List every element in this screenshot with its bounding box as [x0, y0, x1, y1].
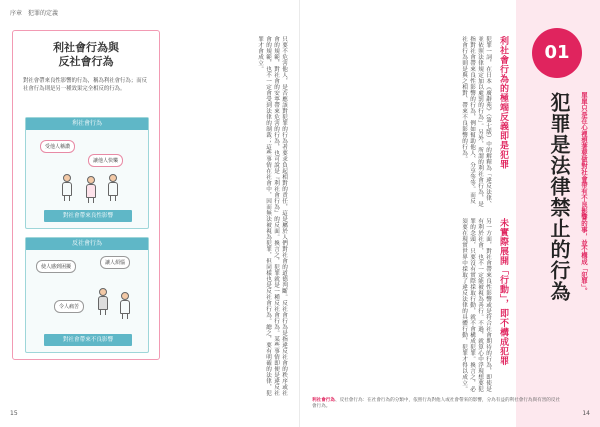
- chapter-title: 犯罪是法律禁止的行為: [547, 92, 571, 302]
- footnote-term: 利社會行為: [312, 398, 335, 403]
- chapter-number-badge: 01: [532, 28, 582, 78]
- panel-prosocial-foot: 對社會帶來良性影響: [44, 210, 132, 222]
- bubble-trouble: 使人感到困擾: [36, 260, 76, 273]
- lead-paragraph: 犯罪一詞，在日本《廣辭苑》（第七版）中的解釋為「違反法律、並依照法律規定加以處罰的行為」。另外，所謂的利社會行為，是指對社會帶來良性影響的行為，例如幫助他人、分享等等。而反社會行為則是與之相對、帶來不良影響的行為。: [461, 36, 491, 208]
- section-heading-1: 利社會行為的極端反義即是犯罪: [498, 36, 508, 169]
- person-figure-icon: [60, 174, 74, 200]
- person-figure-icon: [106, 174, 120, 200]
- bubble-pain: 令人痛苦: [54, 300, 84, 313]
- left-body-text: 只要不危害他人，是否應該對犯罪的行為者要求負起相對的責任，這是屬於人們對社會的道德判斷。反社會行為是指違反社會的秩序或社會的規範，對社會的安寧帶來危害的行為，也可說是『利社會行為』的反面。換言之，犯罪就是一種反社會行為。某些事情即便是違反社會的規範，也不一定會受到法律的制裁；這些事情在社會中，因而無法被視為犯罪，但同樣也是反社會行為。總之，要有明確的法律，犯罪才會成立。: [257, 36, 287, 396]
- person-figure-icon: [84, 176, 98, 202]
- bubble-worry: 讓人煩惱: [100, 256, 130, 269]
- panel-prosocial: [25, 117, 149, 229]
- chapter-subtitle: 單單只是在心裡想著要做對社會帶有不良影響的事，並不構成「犯罪」。: [580, 92, 588, 294]
- card-title-line2: 反社會行為: [58, 55, 114, 68]
- panel-antisocial-head: 反社會行為: [26, 238, 148, 250]
- person-figure-icon: [96, 288, 110, 314]
- footnote: [312, 398, 562, 410]
- panel-antisocial-foot: 對社會帶來不良影響: [44, 334, 132, 346]
- bubble-happy: 讓他人快樂: [88, 154, 123, 167]
- panel-prosocial-head: 利社會行為: [26, 118, 148, 130]
- right-body-text: 另一方面，對社會帶來良性影響或是符合社會期待的行為，即使是有利於社會，也不一定能被視為善行。不過，就算心中浮現想要犯罪的念頭，只要沒有實際採取行動，就不會構成犯罪。換言之，必須要在現實世界中採取了違反法律的具體行動，犯罪才得以成立。: [461, 218, 491, 392]
- chapter-sidebar: [516, 0, 600, 427]
- panel-antisocial: [25, 237, 149, 353]
- footnote-text: 、反社會行為：在社會行為的分類中，依照行為對他人或社會帶來的影響，分為有益的利社會行為與有害的反社會行為。: [312, 398, 561, 409]
- card-title-line1: 利社會行為與: [53, 41, 119, 54]
- section-heading-2: 未實際展開「行動」，即不構成犯罪: [498, 218, 508, 366]
- page-number-left: 15: [10, 410, 18, 417]
- running-head: 序章 犯罪的定義: [10, 10, 59, 17]
- page-number-right: 14: [582, 410, 590, 417]
- bubble-praised: 受他人稱讚: [40, 140, 75, 153]
- illustration-card: [12, 30, 160, 360]
- card-description: 對社會帶來良性影響的行為，稱為利社會行為；而反社會行為則是另一種效果完全相反的行為。: [23, 78, 147, 92]
- card-title: [13, 41, 159, 69]
- person-figure-icon: [118, 292, 132, 318]
